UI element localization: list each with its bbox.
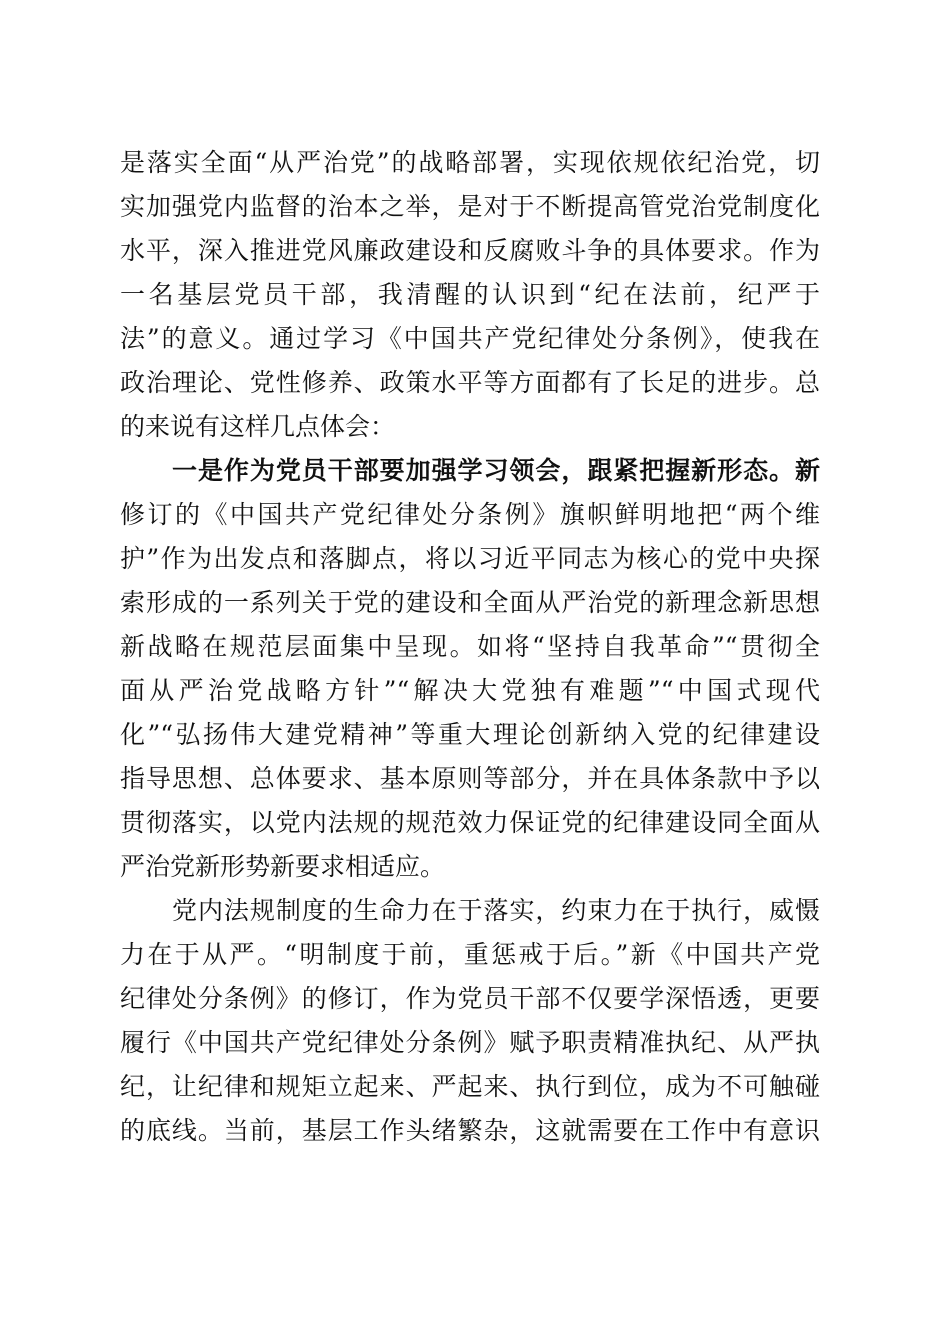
- text-line: 水平，深入推进党风廉政建设和反腐败斗争的具体要求。作为: [120, 236, 820, 265]
- text-line: 索形成的一系列关于党的建设和全面从严治党的新理念新思想: [120, 588, 820, 617]
- text-line: 面从严治党战略方针”“解决大党独有难题”“中国式现代: [120, 676, 820, 705]
- text-line: 党内法规制度的生命力在于落实，约束力在于执行，威慑: [172, 896, 820, 925]
- text-line: 一名基层党员干部，我清醒的认识到“纪在法前，纪严于: [120, 280, 820, 309]
- text-line: 法”的意义。通过学习《中国共产党纪律处分条例》，使我在: [120, 324, 820, 353]
- text-line: 严治党新形势新要求相适应。: [120, 852, 446, 881]
- section-heading-line: 一是作为党员干部要加强学习领会，跟紧把握新形态。新: [172, 456, 820, 485]
- text-line: 护”作为出发点和落脚点，将以习近平同志为核心的党中央探: [120, 544, 820, 573]
- text-line: 新战略在规范层面集中呈现。如将“坚持自我革命”“贯彻全: [120, 632, 820, 661]
- text-line: 纪，让纪律和规矩立起来、严起来、执行到位，成为不可触碰: [120, 1072, 820, 1101]
- text-line: 指导思想、总体要求、基本原则等部分，并在具体条款中予以: [120, 764, 820, 793]
- text-line: 修订的《中国共产党纪律处分条例》旗帜鲜明地把“两个维: [120, 500, 820, 529]
- text-line: 履行《中国共产党纪律处分条例》赋予职责精准执纪、从严执: [120, 1028, 820, 1057]
- text-line: 政治理论、党性修养、政策水平等方面都有了长足的进步。总: [120, 368, 820, 397]
- text-line: 纪律处分条例》的修订，作为党员干部不仅要学深悟透，更要: [120, 984, 820, 1013]
- text-line: 贯彻落实，以党内法规的规范效力保证党的纪律建设同全面从: [120, 808, 820, 837]
- text-line: 的底线。当前，基层工作头绪繁杂，这就需要在工作中有意识: [120, 1116, 820, 1145]
- text-line: 的来说有这样几点体会：: [120, 412, 396, 441]
- text-line: 实加强党内监督的治本之举，是对于不断提高管党治党制度化: [120, 192, 820, 221]
- text-line: 是落实全面“从严治党”的战略部署，实现依规依纪治党，切: [120, 148, 820, 177]
- text-line: 化”“弘扬伟大建党精神”等重大理论创新纳入党的纪律建设: [120, 720, 820, 749]
- text-line: 力在于从严。“明制度于前，重惩戒于后。”新《中国共产党: [120, 940, 820, 969]
